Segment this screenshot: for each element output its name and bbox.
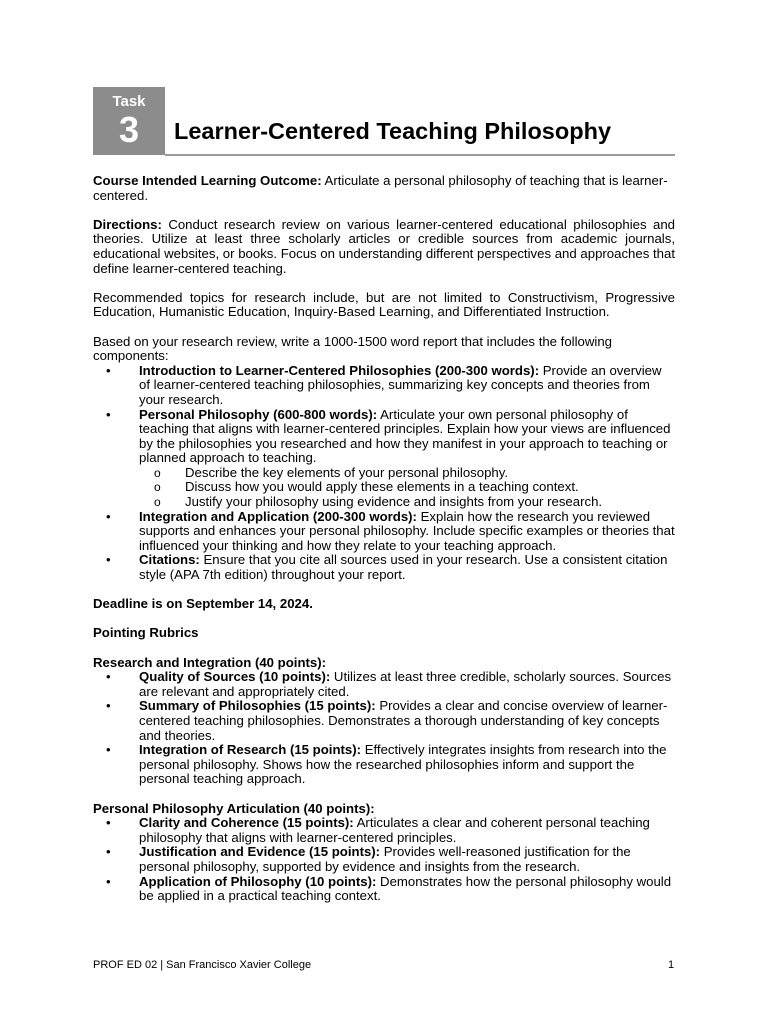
directions-paragraph bbox=[93, 218, 675, 276]
list-item-bold: Clarity and Coherence (15 points): bbox=[139, 815, 354, 831]
list-item bbox=[93, 364, 675, 408]
list-item bbox=[93, 408, 675, 510]
directions-label: Directions: bbox=[93, 216, 162, 232]
task-label: Task bbox=[112, 93, 146, 110]
list-item-bold: Quality of Sources (10 points): bbox=[139, 669, 331, 685]
directions-text: Conduct research review on various learner-centered educational philosophies and theories. Utilize at least three scholarly articles or credible sources from academic journals, educational websites, or books. Focus on understanding different perspectives and approaches that define learner-centered teaching. bbox=[93, 216, 675, 276]
list-item-bold: Introduction to Learner-Centered Philosophies (200-300 words): bbox=[139, 362, 540, 378]
task-number: 3 bbox=[118, 109, 140, 150]
list-item-bold: Citations: bbox=[139, 552, 200, 568]
sub-list-item: o Justify your philosophy using evidence and insights from your research. bbox=[139, 495, 675, 510]
list-item bbox=[93, 816, 675, 845]
list-item-bold: Justification and Evidence (15 points): bbox=[139, 844, 381, 860]
list-item-text: Articulates a clear and coherent personal teaching philosophy that aligns with learner-centered principles. bbox=[139, 815, 650, 845]
document-body bbox=[93, 174, 675, 904]
components-list bbox=[93, 364, 675, 583]
report-intro: Based on your research review, write a 1000-1500 word report that includes the following components: bbox=[93, 333, 612, 364]
list-item bbox=[93, 553, 675, 582]
rubrics-title bbox=[93, 626, 675, 641]
page-title: Learner-Centered Teaching Philosophy bbox=[174, 118, 612, 144]
list-item-bold: Summary of Philosophies (15 points): bbox=[139, 698, 376, 714]
recommended-topics: Recommended topics for research include, but are not limited to Constructivism, Progressive Education, Humanistic Education, Inquiry-Based Learning, and Differentiated Instruction. bbox=[93, 289, 675, 320]
list-item-text: Utilizes at least three credible, scholarly sources. Sources are relevant and appropriately cited. bbox=[139, 669, 672, 699]
task-badge bbox=[93, 87, 165, 155]
deadline-text: Deadline is on September 14, 2024. bbox=[93, 596, 313, 612]
list-item-text: Effectively integrates insights from research into the personal philosophy. Shows how the researched philosophies inform and support the personal teaching approach. bbox=[139, 742, 667, 787]
list-item bbox=[93, 845, 675, 874]
articulation-section-title-text: Personal Philosophy Articulation (40 points): bbox=[93, 800, 375, 816]
sub-list-item: o Describe the key elements of your personal philosophy. bbox=[139, 466, 675, 481]
articulation-rubric-list bbox=[93, 816, 675, 904]
research-section-title-text: Research and Integration (40 points): bbox=[93, 654, 327, 670]
list-item-text: Provides a clear and concise overview of learner-centered teaching philosophies. Demonstrates a thorough understanding of key concepts and theories. bbox=[139, 698, 668, 743]
cilo-paragraph bbox=[93, 174, 675, 203]
list-item bbox=[93, 743, 675, 787]
articulation-section-title bbox=[93, 802, 675, 817]
sub-list bbox=[139, 466, 675, 510]
list-item-text: Provides well-reasoned justification for the personal philosophy, supported by evidence and insights from the research. bbox=[139, 844, 631, 874]
list-item bbox=[93, 510, 675, 554]
list-item-bold: Integration and Application (200-300 words): bbox=[139, 508, 417, 524]
list-item-bold: Integration of Research (15 points): bbox=[139, 742, 362, 758]
list-item-text: Demonstrates how the personal philosophy would be applied in a practical teaching context. bbox=[139, 873, 672, 904]
list-item bbox=[93, 699, 675, 743]
list-item-text: Ensure that you cite all sources used in your research. Use a consistent citation style (APA 7th edition) throughout your report. bbox=[139, 552, 668, 583]
cilo-label: Course Intended Learning Outcome: bbox=[93, 173, 322, 188]
list-item bbox=[93, 670, 675, 699]
deadline bbox=[93, 597, 675, 612]
list-item-text: Explain how the research you reviewed supports and enhances your personal philosophy. Include specific examples or theories that influenced your thinking and how they relate to your teaching approach. bbox=[139, 508, 675, 553]
list-item-bold: Personal Philosophy (600-800 words): bbox=[139, 406, 378, 422]
title-underline bbox=[165, 154, 675, 156]
list-item-text: Provide an overview of learner-centered teaching philosophies, summarizing key concepts and theories from your research. bbox=[139, 362, 662, 407]
footer-page-number: 1 bbox=[668, 959, 675, 971]
cilo-text: Articulate a personal philosophy of teaching that is learner-centered. bbox=[93, 173, 668, 203]
list-item bbox=[93, 875, 675, 904]
research-section-title bbox=[93, 656, 675, 671]
task-header bbox=[93, 87, 675, 156]
research-rubric-list bbox=[93, 670, 675, 787]
sub-list-item: o Discuss how you would apply these elements in a teaching context. bbox=[139, 480, 675, 495]
list-item-bold: Application of Philosophy (10 points): bbox=[139, 873, 377, 889]
footer-course: PROF ED 02 | San Francisco Xavier College bbox=[93, 959, 312, 971]
rubrics-title-text: Pointing Rubrics bbox=[93, 625, 199, 641]
list-item-text: Articulate your own personal philosophy of teaching that aligns with learner-centered principles. Explain how your views are influenced by the philosophies you researched and how they manifest in your approach to teaching or planned approach to teaching. bbox=[139, 406, 671, 466]
